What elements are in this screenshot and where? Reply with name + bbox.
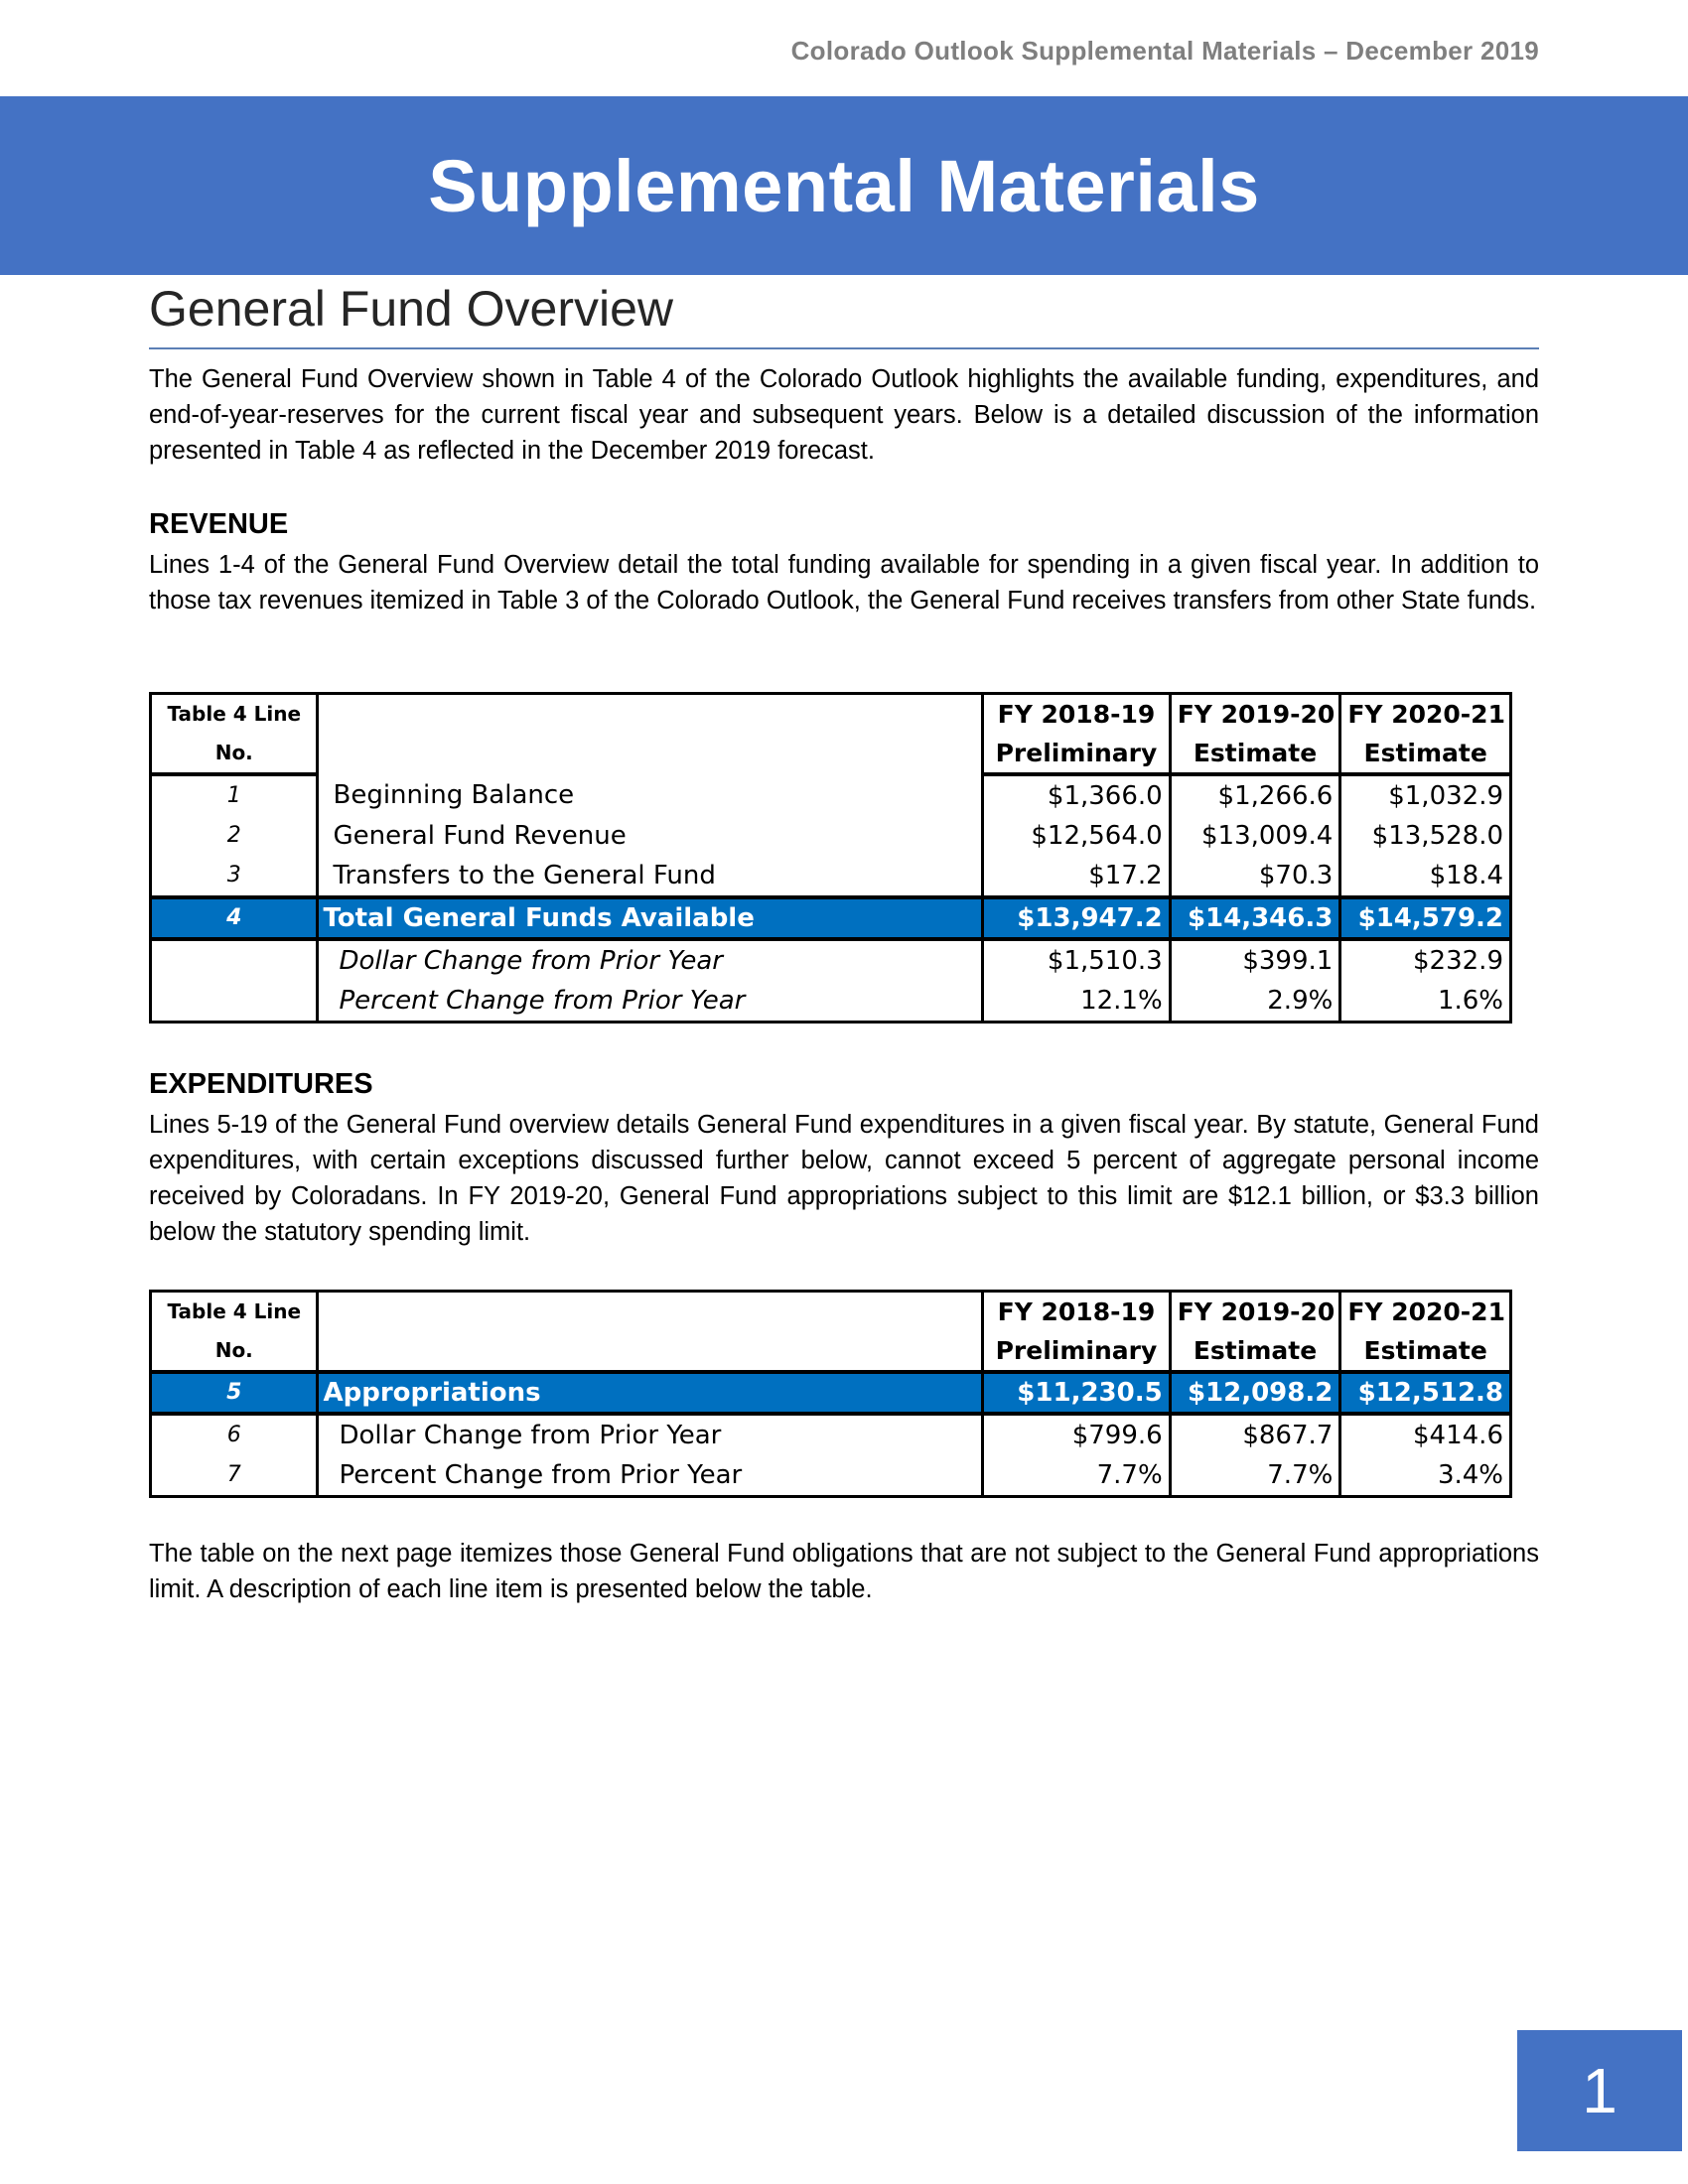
- line-no: [151, 939, 318, 981]
- line-no: 5: [151, 1372, 318, 1414]
- intro-paragraph: The General Fund Overview shown in Table 4 of the Colorado Outlook highlights the available funding, expenditures, and end-of-year-reserves for the current fiscal year and subsequent years. Below is a detailed discussion of the information presented in Table 4 as reflected in the December 2019 forecast.: [149, 365, 1539, 465]
- col-header-fy2018: FY 2018-19: [983, 1292, 1170, 1332]
- section-title: General Fund Overview: [149, 281, 674, 337]
- col-header-fy2019: FY 2019-20: [1170, 694, 1340, 735]
- line-no-header: Table 4 Line: [167, 702, 302, 726]
- value-cell: $13,947.2: [983, 897, 1170, 939]
- col-header-fy2020: FY 2020-21: [1340, 694, 1511, 735]
- value-cell: $13,528.0: [1340, 816, 1511, 856]
- closing-paragraph: The table on the next page itemizes those General Fund obligations that are not subject to the General Fund appropriations limit. A description of each line item is presented below the table.: [149, 1540, 1539, 1603]
- row-label: General Fund Revenue: [318, 816, 983, 856]
- col-subheader-fy2019: Estimate: [1170, 734, 1340, 774]
- banner-title: Supplemental Materials: [428, 144, 1260, 227]
- value-cell: $399.1: [1170, 939, 1340, 981]
- col-subheader-fy2019: Estimate: [1170, 1331, 1340, 1372]
- line-no: 1: [226, 783, 241, 808]
- description-header: [318, 1292, 983, 1373]
- row-label: Dollar Change from Prior Year: [318, 939, 983, 981]
- col-header-fy2019: FY 2019-20: [1170, 1292, 1340, 1332]
- value-cell: $1,510.3: [983, 939, 1170, 981]
- line-no: 2: [226, 823, 241, 848]
- table-header-row: [151, 694, 1511, 735]
- expenditures-table: [149, 1290, 1512, 1498]
- row-label: Beginning Balance: [318, 774, 983, 816]
- line-no: 6: [226, 1423, 241, 1447]
- value-cell: $12,098.2: [1170, 1372, 1340, 1414]
- value-cell: 7.7%: [1170, 1455, 1340, 1497]
- line-no-header: No.: [151, 734, 318, 774]
- page-number: 1: [1517, 2030, 1682, 2151]
- revenue-paragraph: Lines 1-4 of the General Fund Overview detail the total funding available for spending in a given fiscal year. In addition to those tax revenues itemized in Table 3 of the Colorado Outlook, the General Fund receives transfers from other State funds.: [149, 551, 1539, 614]
- table-row: [151, 981, 1511, 1023]
- value-cell: $14,579.2: [1340, 897, 1511, 939]
- expenditures-paragraph: Lines 5-19 of the General Fund overview details General Fund expenditures in a given fiscal year. By statute, General Fund expenditures, with certain exceptions discussed further below, cannot exceed 5 percent of aggregate personal income received by Coloradans. In FY 2019-20, General Fund appropriations subject to this limit are $12.1 billion, or $3.3 billion below the statutory spending limit.: [149, 1111, 1539, 1246]
- title-banner: [0, 96, 1688, 275]
- value-cell: $13,009.4: [1170, 816, 1340, 856]
- line-no: 3: [226, 863, 241, 887]
- value-cell: $17.2: [983, 856, 1170, 897]
- value-cell: $867.7: [1170, 1414, 1340, 1455]
- line-no: 7: [226, 1462, 241, 1487]
- row-label: Total General Funds Available: [318, 897, 983, 939]
- row-label: Dollar Change from Prior Year: [318, 1414, 983, 1455]
- line-no-header: No.: [151, 1331, 318, 1372]
- col-subheader-fy2020: Estimate: [1340, 1331, 1511, 1372]
- value-cell: 12.1%: [983, 981, 1170, 1023]
- section-divider: [149, 347, 1539, 349]
- row-label: Percent Change from Prior Year: [318, 1455, 983, 1497]
- row-label: Appropriations: [318, 1372, 983, 1414]
- col-subheader-fy2018: Preliminary: [983, 734, 1170, 774]
- table-row: [151, 774, 1511, 816]
- revenue-table: [149, 692, 1512, 1024]
- value-cell: 2.9%: [1170, 981, 1340, 1023]
- value-cell: $1,266.6: [1170, 774, 1340, 816]
- total-row: [151, 897, 1511, 939]
- col-subheader-fy2020: Estimate: [1340, 734, 1511, 774]
- value-cell: $232.9: [1340, 939, 1511, 981]
- revenue-heading: REVENUE: [149, 508, 289, 540]
- value-cell: $14,346.3: [1170, 897, 1340, 939]
- col-header-fy2020: FY 2020-21: [1340, 1292, 1511, 1332]
- running-header: Colorado Outlook Supplemental Materials – December 2019: [790, 36, 1539, 66]
- col-header-fy2018: FY 2018-19: [983, 694, 1170, 735]
- value-cell: $414.6: [1340, 1414, 1511, 1455]
- value-cell: 7.7%: [983, 1455, 1170, 1497]
- table-row: [151, 816, 1511, 856]
- line-no: [151, 981, 318, 1023]
- line-no: 4: [151, 897, 318, 939]
- total-row: [151, 1372, 1511, 1414]
- row-label: Percent Change from Prior Year: [318, 981, 983, 1023]
- table-row: [151, 856, 1511, 897]
- value-cell: $18.4: [1340, 856, 1511, 897]
- value-cell: 1.6%: [1340, 981, 1511, 1023]
- line-no-header: Table 4 Line: [167, 1299, 302, 1323]
- value-cell: $11,230.5: [983, 1372, 1170, 1414]
- table-row: [151, 1414, 1511, 1455]
- expenditures-heading: EXPENDITURES: [149, 1068, 373, 1100]
- description-header: [318, 694, 983, 775]
- value-cell: $70.3: [1170, 856, 1340, 897]
- value-cell: 3.4%: [1340, 1455, 1511, 1497]
- row-label: Transfers to the General Fund: [318, 856, 983, 897]
- table-row: [151, 939, 1511, 981]
- col-subheader-fy2018: Preliminary: [983, 1331, 1170, 1372]
- value-cell: $799.6: [983, 1414, 1170, 1455]
- table-header-row: [151, 1292, 1511, 1332]
- value-cell: $12,512.8: [1340, 1372, 1511, 1414]
- table-row: [151, 1455, 1511, 1497]
- value-cell: $1,366.0: [983, 774, 1170, 816]
- value-cell: $12,564.0: [983, 816, 1170, 856]
- value-cell: $1,032.9: [1340, 774, 1511, 816]
